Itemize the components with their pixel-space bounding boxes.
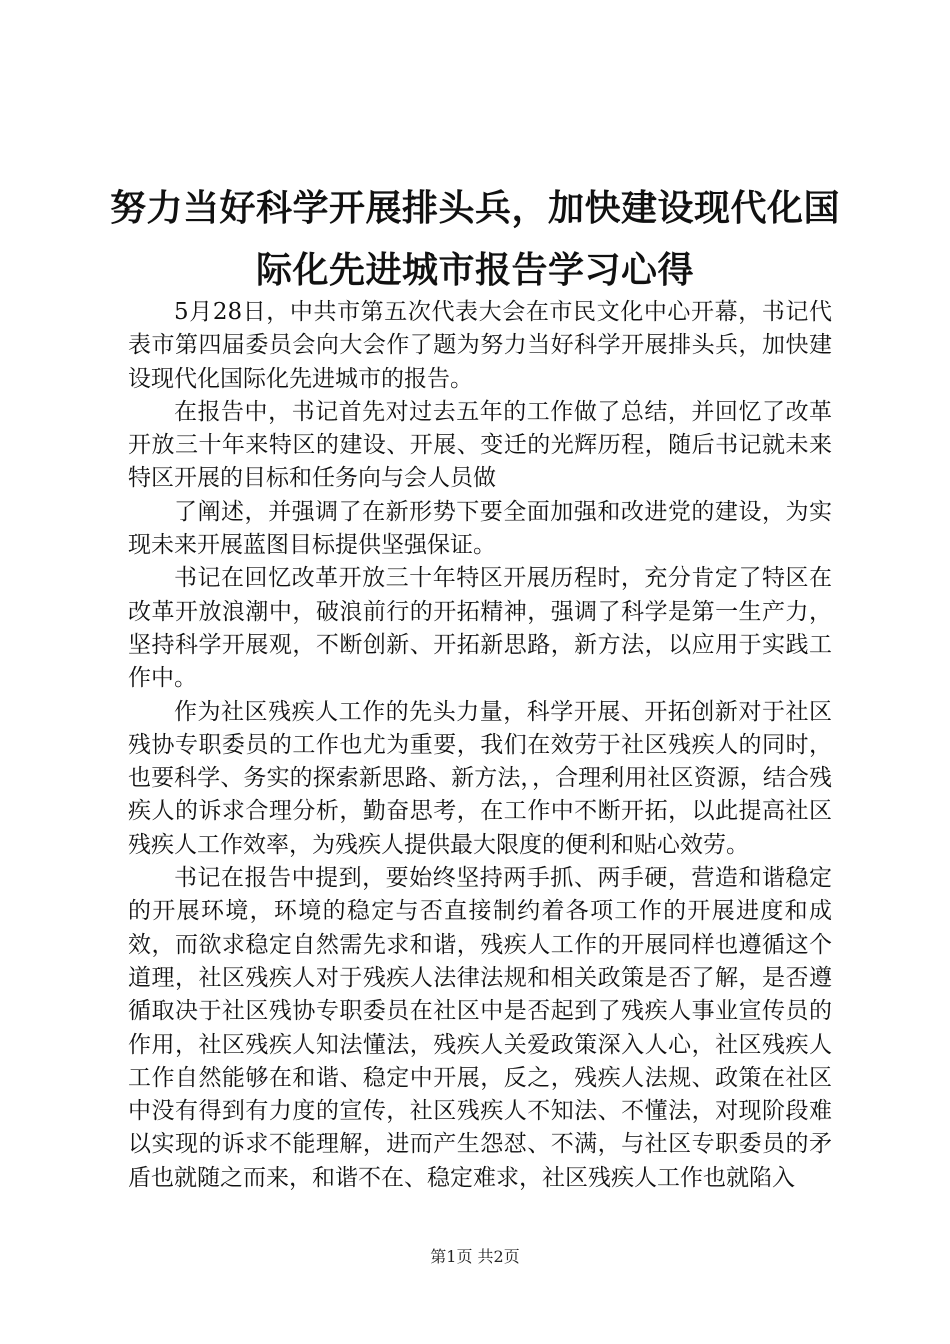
- page-footer: 第1页 共2页: [430, 1247, 520, 1266]
- title-line-1: 努力当好科学开展排头兵，加快建设现代化国: [110, 188, 841, 229]
- paragraph-3: 了阐述，并强调了在新形势下要全面加强和改进党的建设，为实现未来开展蓝图目标提供坚强保证。: [128, 498, 832, 559]
- paragraph-1: 5月28日，中共市第五次代表大会在市民文化中心开幕，书记代表市第四届委员会向大会作了题为努力当好科学开展排头兵，加快建设现代化国际化先进城市的报告。: [128, 299, 832, 392]
- paragraph-2: 在报告中，书记首先对过去五年的工作做了总结，并回忆了改革开放三十年来特区的建设、开展、变迁的光辉历程，随后书记就未来特区开展的目标和任务向与会人员做: [128, 398, 832, 492]
- document-title: [110, 178, 840, 302]
- title-line-2: 际化先进城市报告学习心得: [255, 250, 694, 291]
- paragraph-5: 作为社区残疾人工作的先头力量，科学开展、开拓创新对于社区残协专职委员的工作也尤为重要，我们在效劳于社区残疾人的同时，也要科学、务实的探索新思路、新方法，，合理利用社区资源，结合残疾人的诉求合理分析，勤奋思考，在工作中不断开拓，以此提高社区残疾人工作效率，为残疾人提供最大限度的便利和贴心效劳。: [128, 698, 832, 858]
- paragraph-6: 书记在报告中提到，要始终坚持两手抓、两手硬，营造和谐稳定的开展环境，环境的稳定与否直接制约着各项工作的开展进度和成效，而欲求稳定自然需先求和谐，残疾人工作的开展同样也遵循这个道理，社区残疾人对于残疾人法律法规和相关政策是否了解，是否遵循取决于社区残协专职委员在社区中是否起到了残疾人事业宣传员的作用，社区残疾人知法懂法，残疾人关爱政策深入人心，社区残疾人工作自然能够在和谐、稳定中开展，反之，残疾人法规、政策在社区中没有得到有力度的宣传，社区残疾人不知法、不懂法，对现阶段难以实现的诉求不能理解，进而产生怨怼、不满，与社区专职委员的矛盾也就随之而来，和谐不在、稳定难求，社区残疾人工作也就陷入: [128, 865, 832, 1191]
- paragraph-4: 书记在回忆改革开放三十年特区开展历程时，充分肯定了特区在改革开放浪潮中，破浪前行的开拓精神，强调了科学是第一生产力，坚持科学开展观，不断创新、开拓新思路，新方法，以应用于实践工作中。: [128, 565, 832, 692]
- document-body: [128, 296, 832, 1195]
